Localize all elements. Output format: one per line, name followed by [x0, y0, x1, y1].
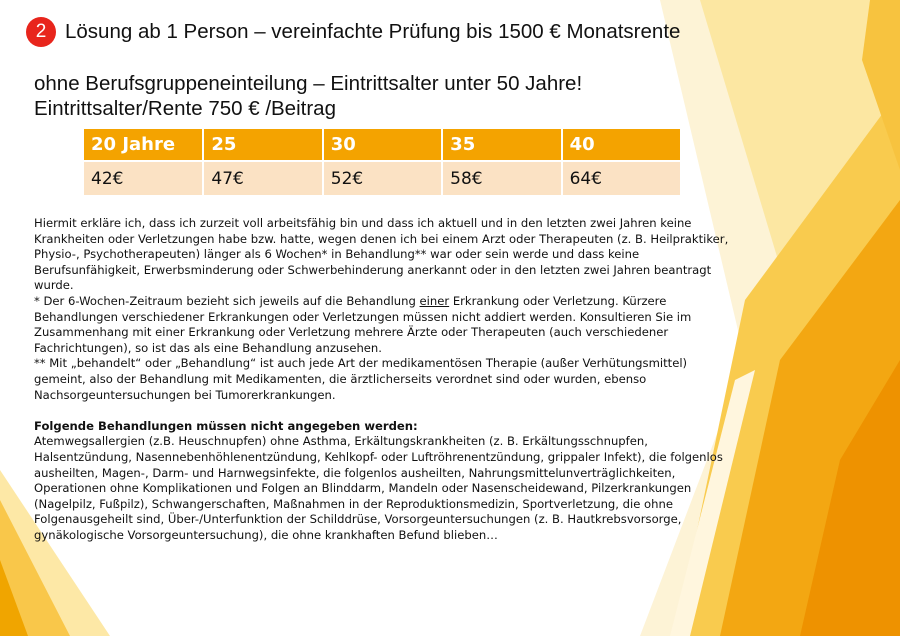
subtitle-line-1: ohne Berufsgruppeneinteilung – Eintrittsalter unter 50 Jahre!	[34, 72, 583, 95]
table-header-cell: 40	[562, 129, 681, 161]
footnote-six-weeks	[34, 294, 740, 356]
table-cell: 47€	[203, 161, 322, 195]
table-header-cell: 30	[323, 129, 442, 161]
table-header-row	[84, 129, 681, 161]
exclusions-heading: Folgende Behandlungen müssen nicht angegeben werden:	[34, 418, 418, 433]
footnote-text-b: Erkrankung oder Verletzung. Kürzere Behandlungen verschiedener Erkrankungen oder Verletzungen müssen nicht addiert werden. Konsultieren Sie im Zusammenhang mit einer Erkrankung oder Verletzung mehrere Ärzte oder Therapeuten (auch verschiedener Fachrichtungen), so ist das als eine Behandlung anzusehen.	[34, 293, 692, 355]
exclusions-list: Atemwegsallergien (z.B. Heuschnupfen) ohne Asthma, Erkältungskrankheiten (z. B. Erkältungsschnupfen, Halsentzündung, Nasennebenhöhlenentzündung, Kehlkopf- oder Luftröhrenentzündung, grippaler Infekt), die folgenlos ausheilten, Magen-, Darm- und Harnwegsinfekte, die folgenlos ausheilten, Nahrungsmittelunverträglichkeiten, Operationen ohne Komplikationen und Folgen an Blinddarm, Mandeln oder Nasenscheidewand, Pilzerkrankungen (Nagelpilz, Fußpilz), Schwangerschaften, Maßnahmen in der Reproduktionsmedizin, Sportverletzung, die ohne Folgenausgeheilt sind, Über-/Unterfunktion der Schilddrüse, Vorsorgeuntersuchungen (z. B. Hautkrebsvorsorge, gynäkologische Vorsorgeuntersuchung), die ohne krankhaften Befund blieben…	[34, 434, 723, 542]
footnote-treatment: ** Mit „behandelt“ oder „Behandlung“ ist auch jede Art der medikamentösen Therapie (außer Verhütungsmittel) gemeint, also der Behandlung mit Medikamenten, die ärztlicherseits verordnet sind oder wurden, ebenso Nachsorgeuntersuchungen bei Tumorerkrankungen.	[34, 356, 688, 402]
page-title: Lösung ab 1 Person – vereinfachte Prüfung bis 1500 € Monatsrente	[65, 20, 681, 43]
table-cell: 42€	[84, 161, 203, 195]
premium-table	[84, 129, 682, 195]
declaration-text	[34, 216, 740, 543]
table-row	[84, 161, 681, 195]
spacer	[34, 403, 740, 419]
declaration-paragraph: Hiermit erkläre ich, dass ich zurzeit voll arbeitsfähig bin und dass ich aktuell und in den letzten zwei Jahren keine Krankheiten oder Verletzungen habe bzw. hatte, wegen denen ich bei einem Arzt oder Therapeuten (z. B. Heilpraktiker, Physio-, Psychotherapeuten) länger als 6 Wochen* in Behandlung** war oder sein werde und dass keine Berufsunfähigkeit, Erwerbsminderung oder Schwerbehinderung anerkannt oder in den letzten zwei Jahren beantragt wurde.	[34, 216, 729, 293]
header	[26, 17, 680, 47]
table-cell: 64€	[562, 161, 681, 195]
table-header-cell: 35	[442, 129, 561, 161]
table-cell: 52€	[323, 161, 442, 195]
subtitle-line-2: Eintrittsalter/Rente 750 € /Beitrag	[34, 97, 336, 120]
step-number-badge: 2	[26, 17, 56, 47]
table-header-cell: 20 Jahre	[84, 129, 203, 161]
footnote-text-a: * Der 6-Wochen-Zeitraum bezieht sich jeweils auf die Behandlung	[34, 293, 420, 308]
table-cell: 58€	[442, 161, 561, 195]
table-header-cell: 25	[203, 129, 322, 161]
footnote-underlined-word: einer	[419, 293, 450, 308]
